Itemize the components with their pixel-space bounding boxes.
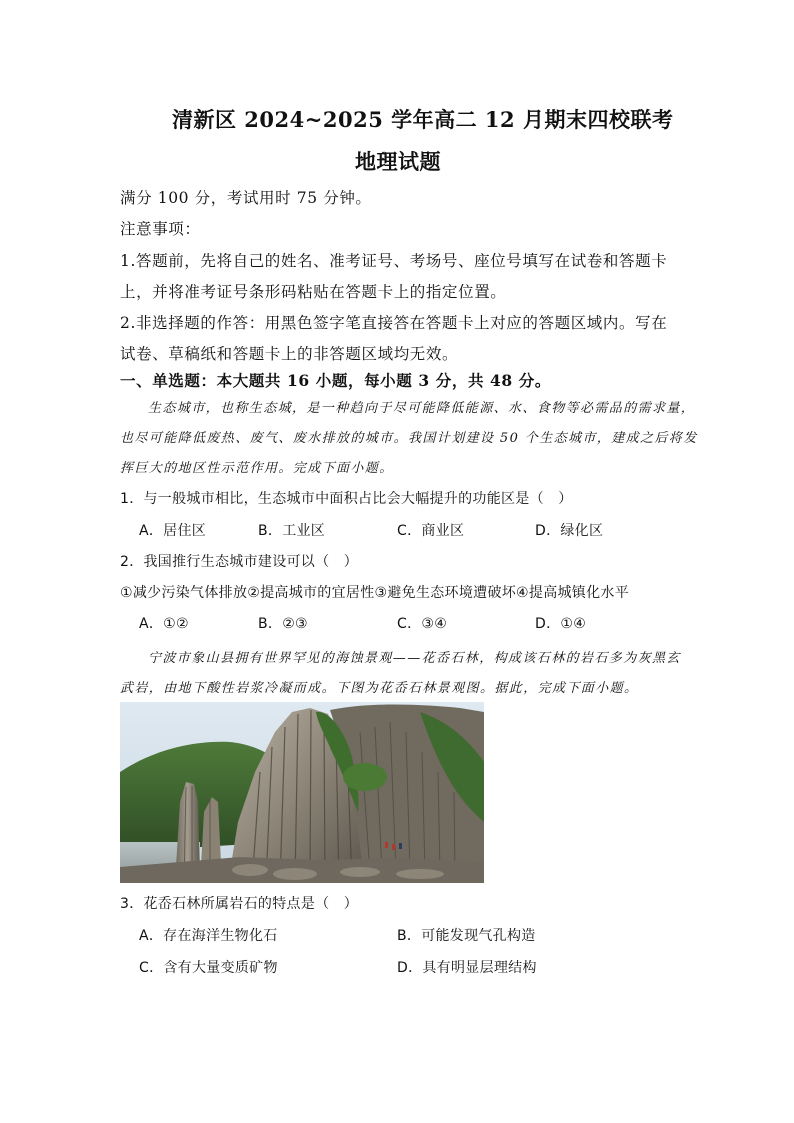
q1-option-a[interactable]: A．居住区 (139, 523, 207, 539)
q1-option-c[interactable]: C．商业区 (397, 523, 465, 539)
q3-option-d[interactable]: D．具有明显层理结构 (397, 960, 537, 976)
notice-heading: 注意事项： (120, 220, 201, 238)
q3-option-b[interactable]: B．可能发现气孔构造 (397, 928, 536, 944)
q1-option-d[interactable]: D．绿化区 (535, 523, 604, 539)
passage1-line3: 挥巨大的地区性示范作用。完成下面小题。 (120, 461, 394, 476)
q3-option-a[interactable]: A．存在海洋生物化石 (139, 928, 278, 944)
q2-option-a[interactable]: A．①② (139, 616, 189, 632)
q3-stem: 3．花岙石林所属岩石的特点是（ ） (120, 896, 359, 912)
passage1-line1: 生态城市，也称生态城，是一种趋向于尽可能降低能源、水、食物等必需品的需求量， (148, 401, 696, 416)
passage2-line1: 宁波市象山县拥有世界罕见的海蚀景观——花岙石林，构成该石林的岩石多为灰黑玄 (148, 651, 681, 666)
q2-stem: 2．我国推行生态城市建设可以（ ） (120, 554, 359, 570)
q1-option-b[interactable]: B．工业区 (258, 523, 326, 539)
notice-2-line1: 2.非选择题的作答：用黑色签字笔直接答在答题卡上对应的答题区域内。写在 (120, 314, 668, 332)
notice-1-line2: 上，并将准考证号条形码粘贴在答题卡上的指定位置。 (120, 283, 507, 301)
q1-stem: 1．与一般城市相比，生态城市中面积占比会大幅提升的功能区是（ ） (120, 491, 573, 507)
passage2-line2: 武岩，由地下酸性岩浆冷凝而成。下图为花岙石林景观图。据此，完成下面小题。 (120, 681, 639, 696)
exam-title: 清新区 2024~2025 学年高二 12 月期末四校联考 (172, 107, 674, 132)
q2-option-c[interactable]: C．③④ (397, 616, 448, 632)
notice-2-line2: 试卷、草稿纸和答题卡上的非答题区域均无效。 (120, 345, 459, 363)
exam-subject: 地理试题 (355, 149, 441, 174)
score-time-line: 满分 100 分，考试用时 75 分钟。 (120, 189, 372, 207)
q2-statements: ①减少污染气体排放②提高城市的宜居性③避免生态环境遭破坏④提高城镇化水平 (120, 585, 630, 601)
notice-1-line1: 1.答题前，先将自己的姓名、准考证号、考场号、座位号填写在试卷和答题卡 (120, 252, 668, 270)
stone-forest-photo (120, 702, 484, 883)
section-heading: 一、单选题：本大题共 16 小题，每小题 3 分，共 48 分。 (120, 371, 552, 390)
q3-option-c[interactable]: C．含有大量变质矿物 (139, 960, 278, 976)
passage1-line2: 也尽可能降低废热、废气、废水排放的城市。我国计划建设 50 个生态城市，建成之后将发 (120, 431, 698, 446)
q2-option-b[interactable]: B．②③ (258, 616, 308, 632)
q2-option-d[interactable]: D．①④ (535, 616, 587, 632)
